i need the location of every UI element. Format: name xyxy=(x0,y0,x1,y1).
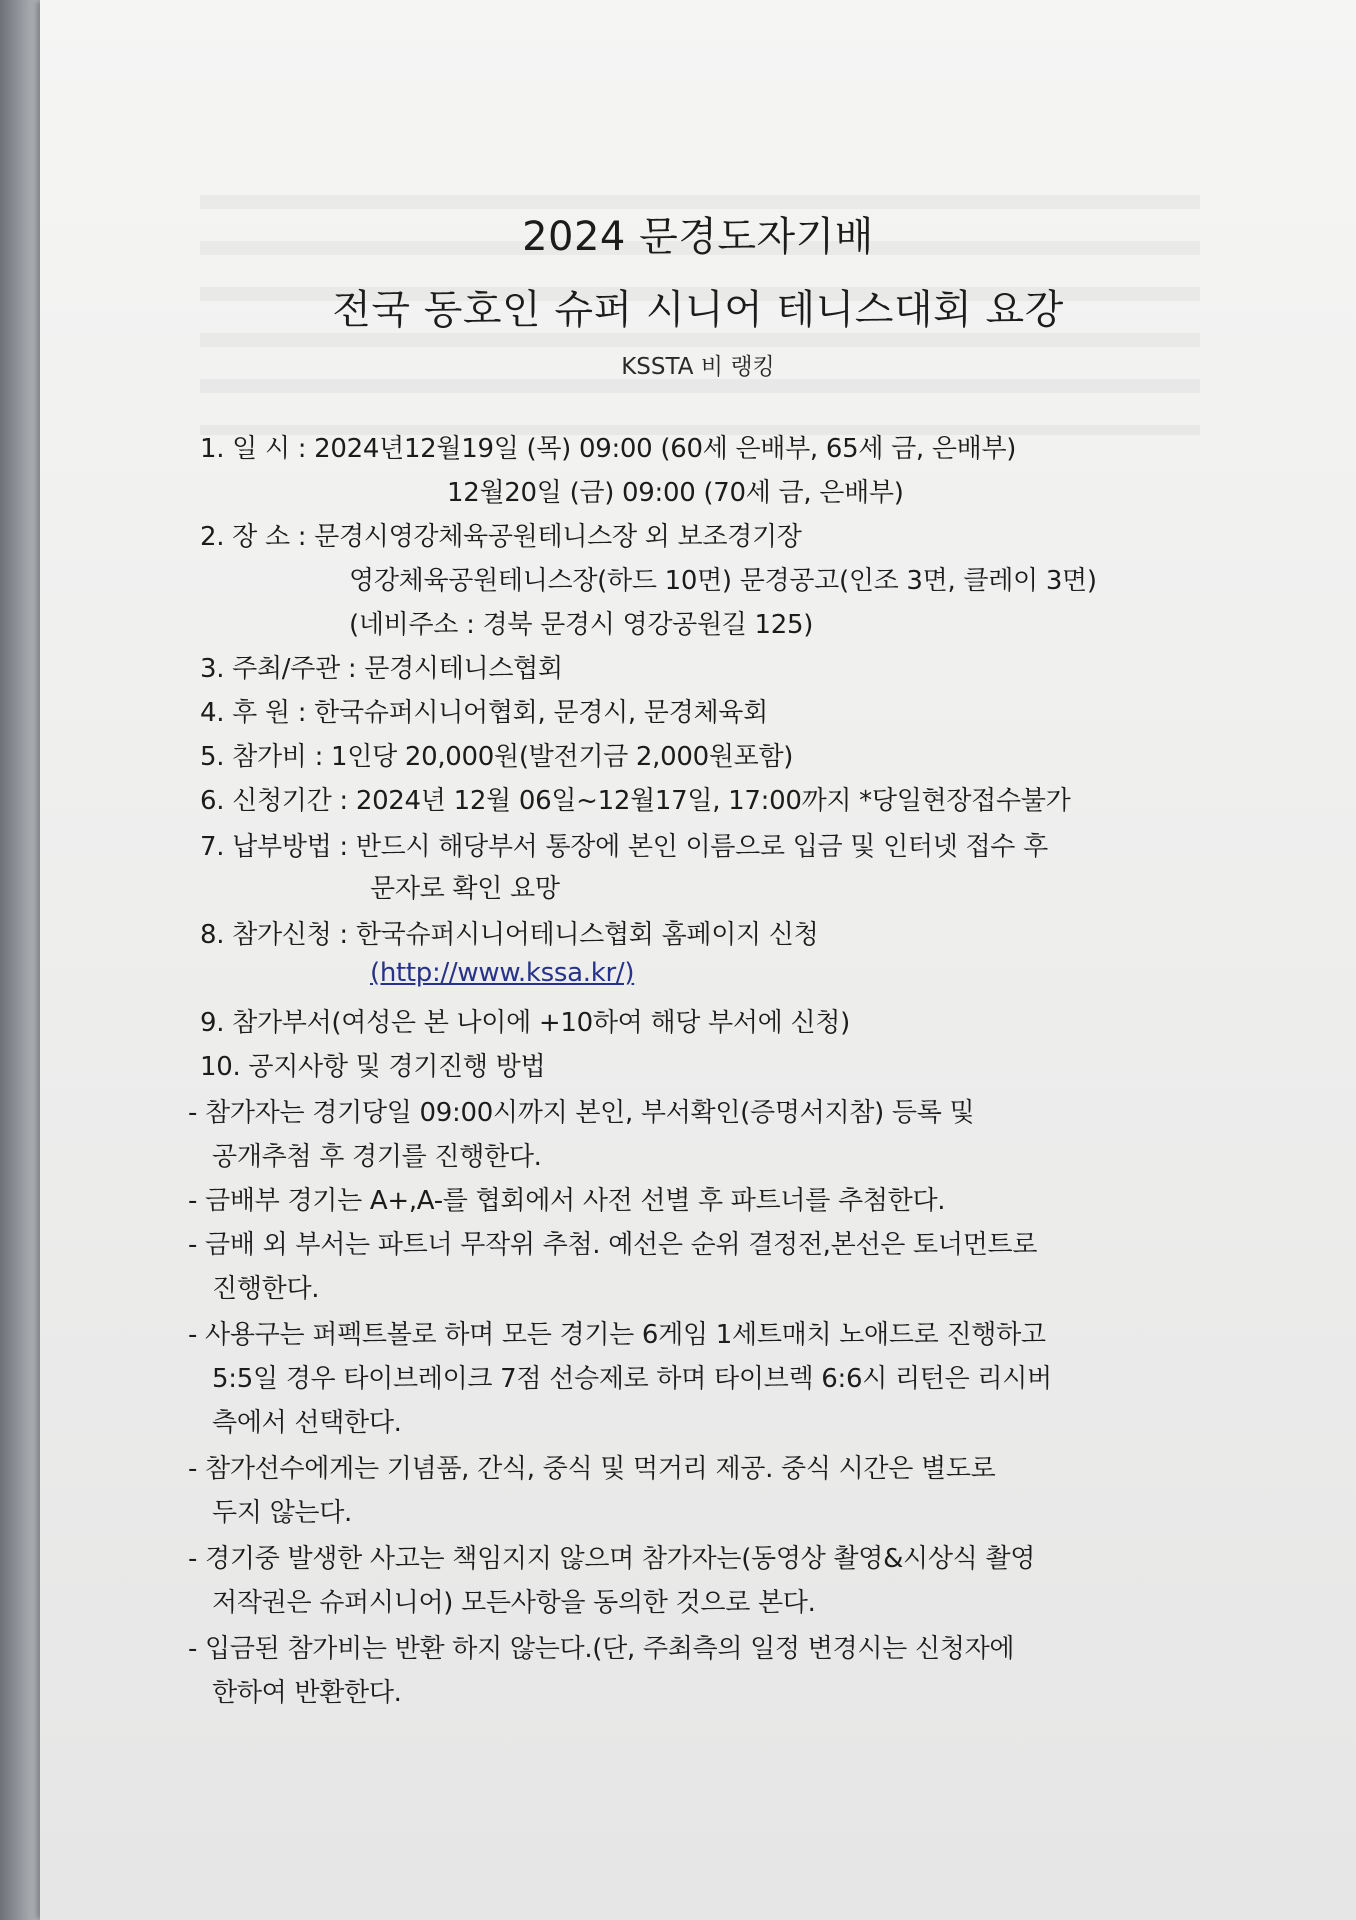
notice-ball-rules-cont2: 측에서 선택한다. xyxy=(212,1408,402,1438)
notice-other-divisions-cont: 진행한다. xyxy=(212,1274,320,1304)
item-2-venue-cont: 영강체육공원테니스장(하드 10면) 문경공고(인조 3면, 클레이 3면) xyxy=(349,566,1097,596)
notice-refund-cont: 한하여 반환한다. xyxy=(212,1678,402,1708)
item-10-notice-heading: 10. 공지사항 및 경기진행 방법 xyxy=(200,1052,546,1082)
item-8-apply: 8. 참가신청 : 한국슈퍼시니어테니스협회 홈페이지 신청 xyxy=(200,920,819,950)
notice-gold-division: - 금배부 경기는 A+,A-를 협회에서 사전 선별 후 파트너를 추첨한다. xyxy=(188,1186,946,1216)
item-9-divisions: 9. 참가부서(여성은 본 나이에 +10하여 해당 부서에 신청) xyxy=(200,1008,850,1038)
item-5-fee: 5. 참가비 : 1인당 20,000원(발전기금 2,000원포함) xyxy=(200,742,794,772)
doc-title-line1: 2024 문경도자기배 xyxy=(522,214,874,260)
item-6-period: 6. 신청기간 : 2024년 12월 06일~12월17일, 17:00까지 *당일현장접수불가 xyxy=(200,786,1071,816)
kssa-website-link[interactable]: (http://www.kssa.kr/) xyxy=(370,958,635,988)
doc-title-line2: 전국 동호인 슈퍼 시니어 테니스대회 요강 xyxy=(332,287,1064,333)
item-7-payment-cont: 문자로 확인 요망 xyxy=(370,874,560,904)
notice-registration: - 참가자는 경기당일 09:00시까지 본인, 부서확인(증명서지참) 등록 및 xyxy=(188,1098,975,1128)
notice-ball-rules-cont: 5:5일 경우 타이브레이크 7점 선승제로 하며 타이브렉 6:6시 리턴은 리시버 xyxy=(212,1364,1052,1394)
item-1-date-cont: 12월20일 (금) 09:00 (70세 금, 은배부) xyxy=(447,478,904,508)
notice-registration-cont: 공개추첨 후 경기를 진행한다. xyxy=(212,1142,542,1172)
item-2-address: (네비주소 : 경북 문경시 영강공원길 125) xyxy=(349,610,814,640)
notice-refund: - 입금된 참가비는 반환 하지 않는다.(단, 주최측의 일정 변경시는 신청자에 xyxy=(188,1634,1015,1664)
item-2-venue: 2. 장 소 : 문경시영강체육공원테니스장 외 보조경기장 xyxy=(200,522,802,552)
notice-ball-rules: - 사용구는 퍼펙트볼로 하며 모든 경기는 6게임 1세트매치 노애드로 진행하고 xyxy=(188,1320,1046,1350)
notice-liability: - 경기중 발생한 사고는 책임지지 않으며 참가자는(동영상 촬영&시상식 촬영 xyxy=(188,1544,1036,1574)
item-4-sponsor: 4. 후 원 : 한국슈퍼시니어협회, 문경시, 문경체육회 xyxy=(200,698,768,728)
item-1-date: 1. 일 시 : 2024년12월19일 (목) 09:00 (60세 은배부, 65세 금, 은배부) xyxy=(200,434,1017,464)
notice-other-divisions: - 금배 외 부서는 파트너 무작위 추첨. 예선은 순위 결정전,본선은 토너먼트로 xyxy=(188,1230,1038,1260)
item-3-host: 3. 주최/주관 : 문경시테니스협회 xyxy=(200,654,563,684)
document-page xyxy=(40,0,1356,1920)
notice-gifts: - 참가선수에게는 기념품, 간식, 중식 및 먹거리 제공. 중식 시간은 별도로 xyxy=(188,1454,996,1484)
item-7-payment: 7. 납부방법 : 반드시 해당부서 통장에 본인 이름으로 입금 및 인터넷 접수 후 xyxy=(200,832,1048,862)
notice-liability-cont: 저작권은 슈퍼시니어) 모든사항을 동의한 것으로 본다. xyxy=(212,1588,816,1618)
notice-gifts-cont: 두지 않는다. xyxy=(212,1498,353,1528)
doc-subtitle: KSSTA 비 랭킹 xyxy=(621,354,775,380)
